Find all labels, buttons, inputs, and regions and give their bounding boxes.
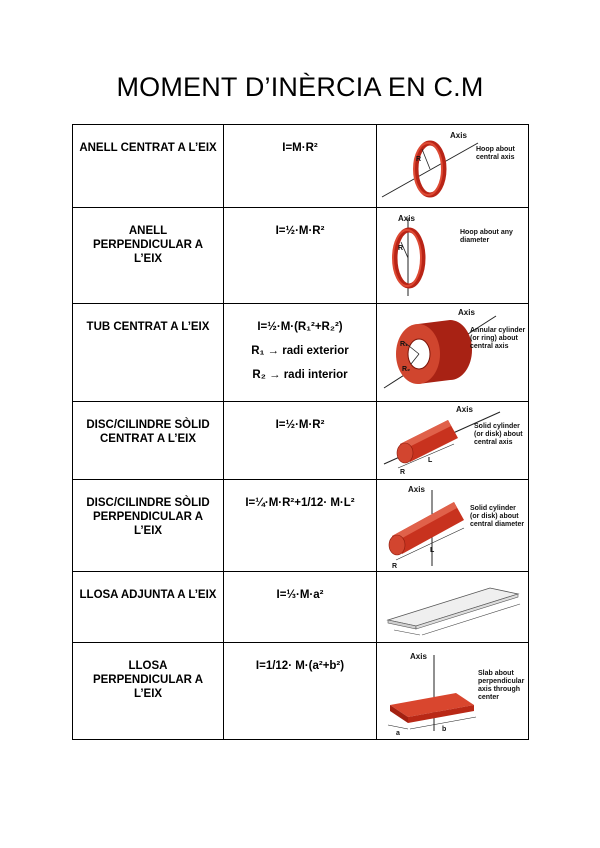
page-title: MOMENT D’INÈRCIA EN C.M (116, 72, 484, 102)
figure-cell (377, 208, 529, 304)
figure-caption: central axis (469, 343, 509, 350)
figure-caption: Hoop about (475, 146, 515, 153)
row-name: LLOSA ADJUNTA A L’EIX (79, 589, 217, 601)
solid-cylinder-diameter-figure (378, 480, 528, 571)
formula-text: I=⅓·M·a² (276, 589, 324, 601)
formula-cell (224, 125, 377, 208)
solid-cylinder-central-figure (378, 402, 528, 479)
moments-table (72, 124, 529, 740)
formula-text: I=½·M·R² (275, 419, 325, 431)
figure-caption: axis through (477, 686, 520, 693)
figure-caption: center (477, 694, 499, 701)
row-name: ANELL CENTRAT A L’EIX (79, 142, 217, 154)
row-name-cell (73, 572, 224, 643)
axis-label: Axis (457, 308, 475, 317)
figure-cell (377, 572, 529, 643)
axis-label: Axis (449, 131, 467, 140)
formula-text: I=1/12· M·(a²+b²) (255, 660, 345, 672)
figure-caption: Annular cylinder (469, 327, 525, 334)
figure-caption: (or ring) about (469, 335, 518, 342)
formula-text: I=¼·M·R²+1/12· M·L² (245, 497, 355, 509)
formula-cell (224, 480, 377, 572)
figure-label: a (395, 730, 400, 737)
figure-label: b (441, 726, 446, 733)
formula-cell (224, 208, 377, 304)
row-name: DISC/CILINDRE SÒLID CENTRAT A L’EIX (86, 419, 210, 445)
figure-caption: central axis (473, 439, 513, 446)
figure-label: R₂ (401, 366, 410, 373)
formula-cell (224, 572, 377, 643)
figure-caption: central diameter (469, 521, 524, 528)
row-name-cell (73, 643, 224, 740)
axis-label: Axis (409, 652, 427, 661)
table-row (73, 480, 529, 572)
figure-caption: perpendicular (477, 678, 524, 685)
table-row (73, 208, 529, 304)
row-name: DISC/CILINDRE SÒLID PERPENDICULAR A L’EIX (86, 497, 210, 537)
figure-label: R (391, 563, 397, 570)
slab-edge-figure (378, 572, 528, 642)
figure-label: R (415, 156, 421, 163)
figure-caption: (or disk) about (473, 431, 523, 438)
figure-caption: Solid cylinder (469, 505, 516, 512)
figure-caption: central axis (475, 154, 515, 161)
figure-label: L (427, 457, 432, 464)
figure-cell (377, 402, 529, 480)
axis-label: Axis (397, 214, 415, 223)
row-name: TUB CENTRAT A L’EIX (86, 321, 210, 333)
figure-label: L (429, 547, 434, 554)
table-row (73, 572, 529, 643)
formula-note: R₂ → radi interior (252, 369, 348, 381)
slab-perpendicular-figure (378, 643, 528, 739)
annular-cylinder-figure (378, 304, 528, 401)
formula-cell (224, 643, 377, 740)
figure-caption: (or disk) about (469, 513, 519, 520)
row-name-cell (73, 208, 224, 304)
hoop-diameter-figure (378, 208, 528, 303)
figure-label: R₁ (399, 341, 408, 348)
formula-text: I=½·M·(R₁²+R₂²) (257, 321, 343, 333)
row-name: LLOSA PERPENDICULAR A L’EIX (92, 660, 204, 700)
figure-caption: Hoop about any (459, 229, 513, 236)
formula-note: R₁ → radi exterior (251, 345, 349, 357)
figure-caption: Solid cylinder (473, 423, 520, 430)
figure-label: R (397, 245, 403, 252)
formula-text: I=½·M·R² (275, 225, 325, 237)
row-name-cell (73, 125, 224, 208)
row-name-cell (73, 402, 224, 480)
figure-cell (377, 125, 529, 208)
hoop-central-axis-figure (378, 125, 528, 207)
table-row (73, 304, 529, 402)
row-name-cell (73, 304, 224, 402)
axis-label: Axis (407, 485, 425, 494)
formula-cell (224, 402, 377, 480)
formula-cell (224, 304, 377, 402)
table-row (73, 643, 529, 740)
figure-caption: Slab about (477, 670, 514, 677)
formula-text: I=M·R² (282, 142, 318, 154)
figure-label: R (399, 469, 405, 476)
row-name: ANELL PERPENDICULAR A L’EIX (92, 225, 204, 265)
figure-cell (377, 643, 529, 740)
figure-caption: diameter (459, 237, 489, 244)
table-row (73, 402, 529, 480)
axis-label: Axis (455, 405, 473, 414)
row-name-cell (73, 480, 224, 572)
table-row (73, 125, 529, 208)
figure-cell (377, 304, 529, 402)
figure-cell (377, 480, 529, 572)
